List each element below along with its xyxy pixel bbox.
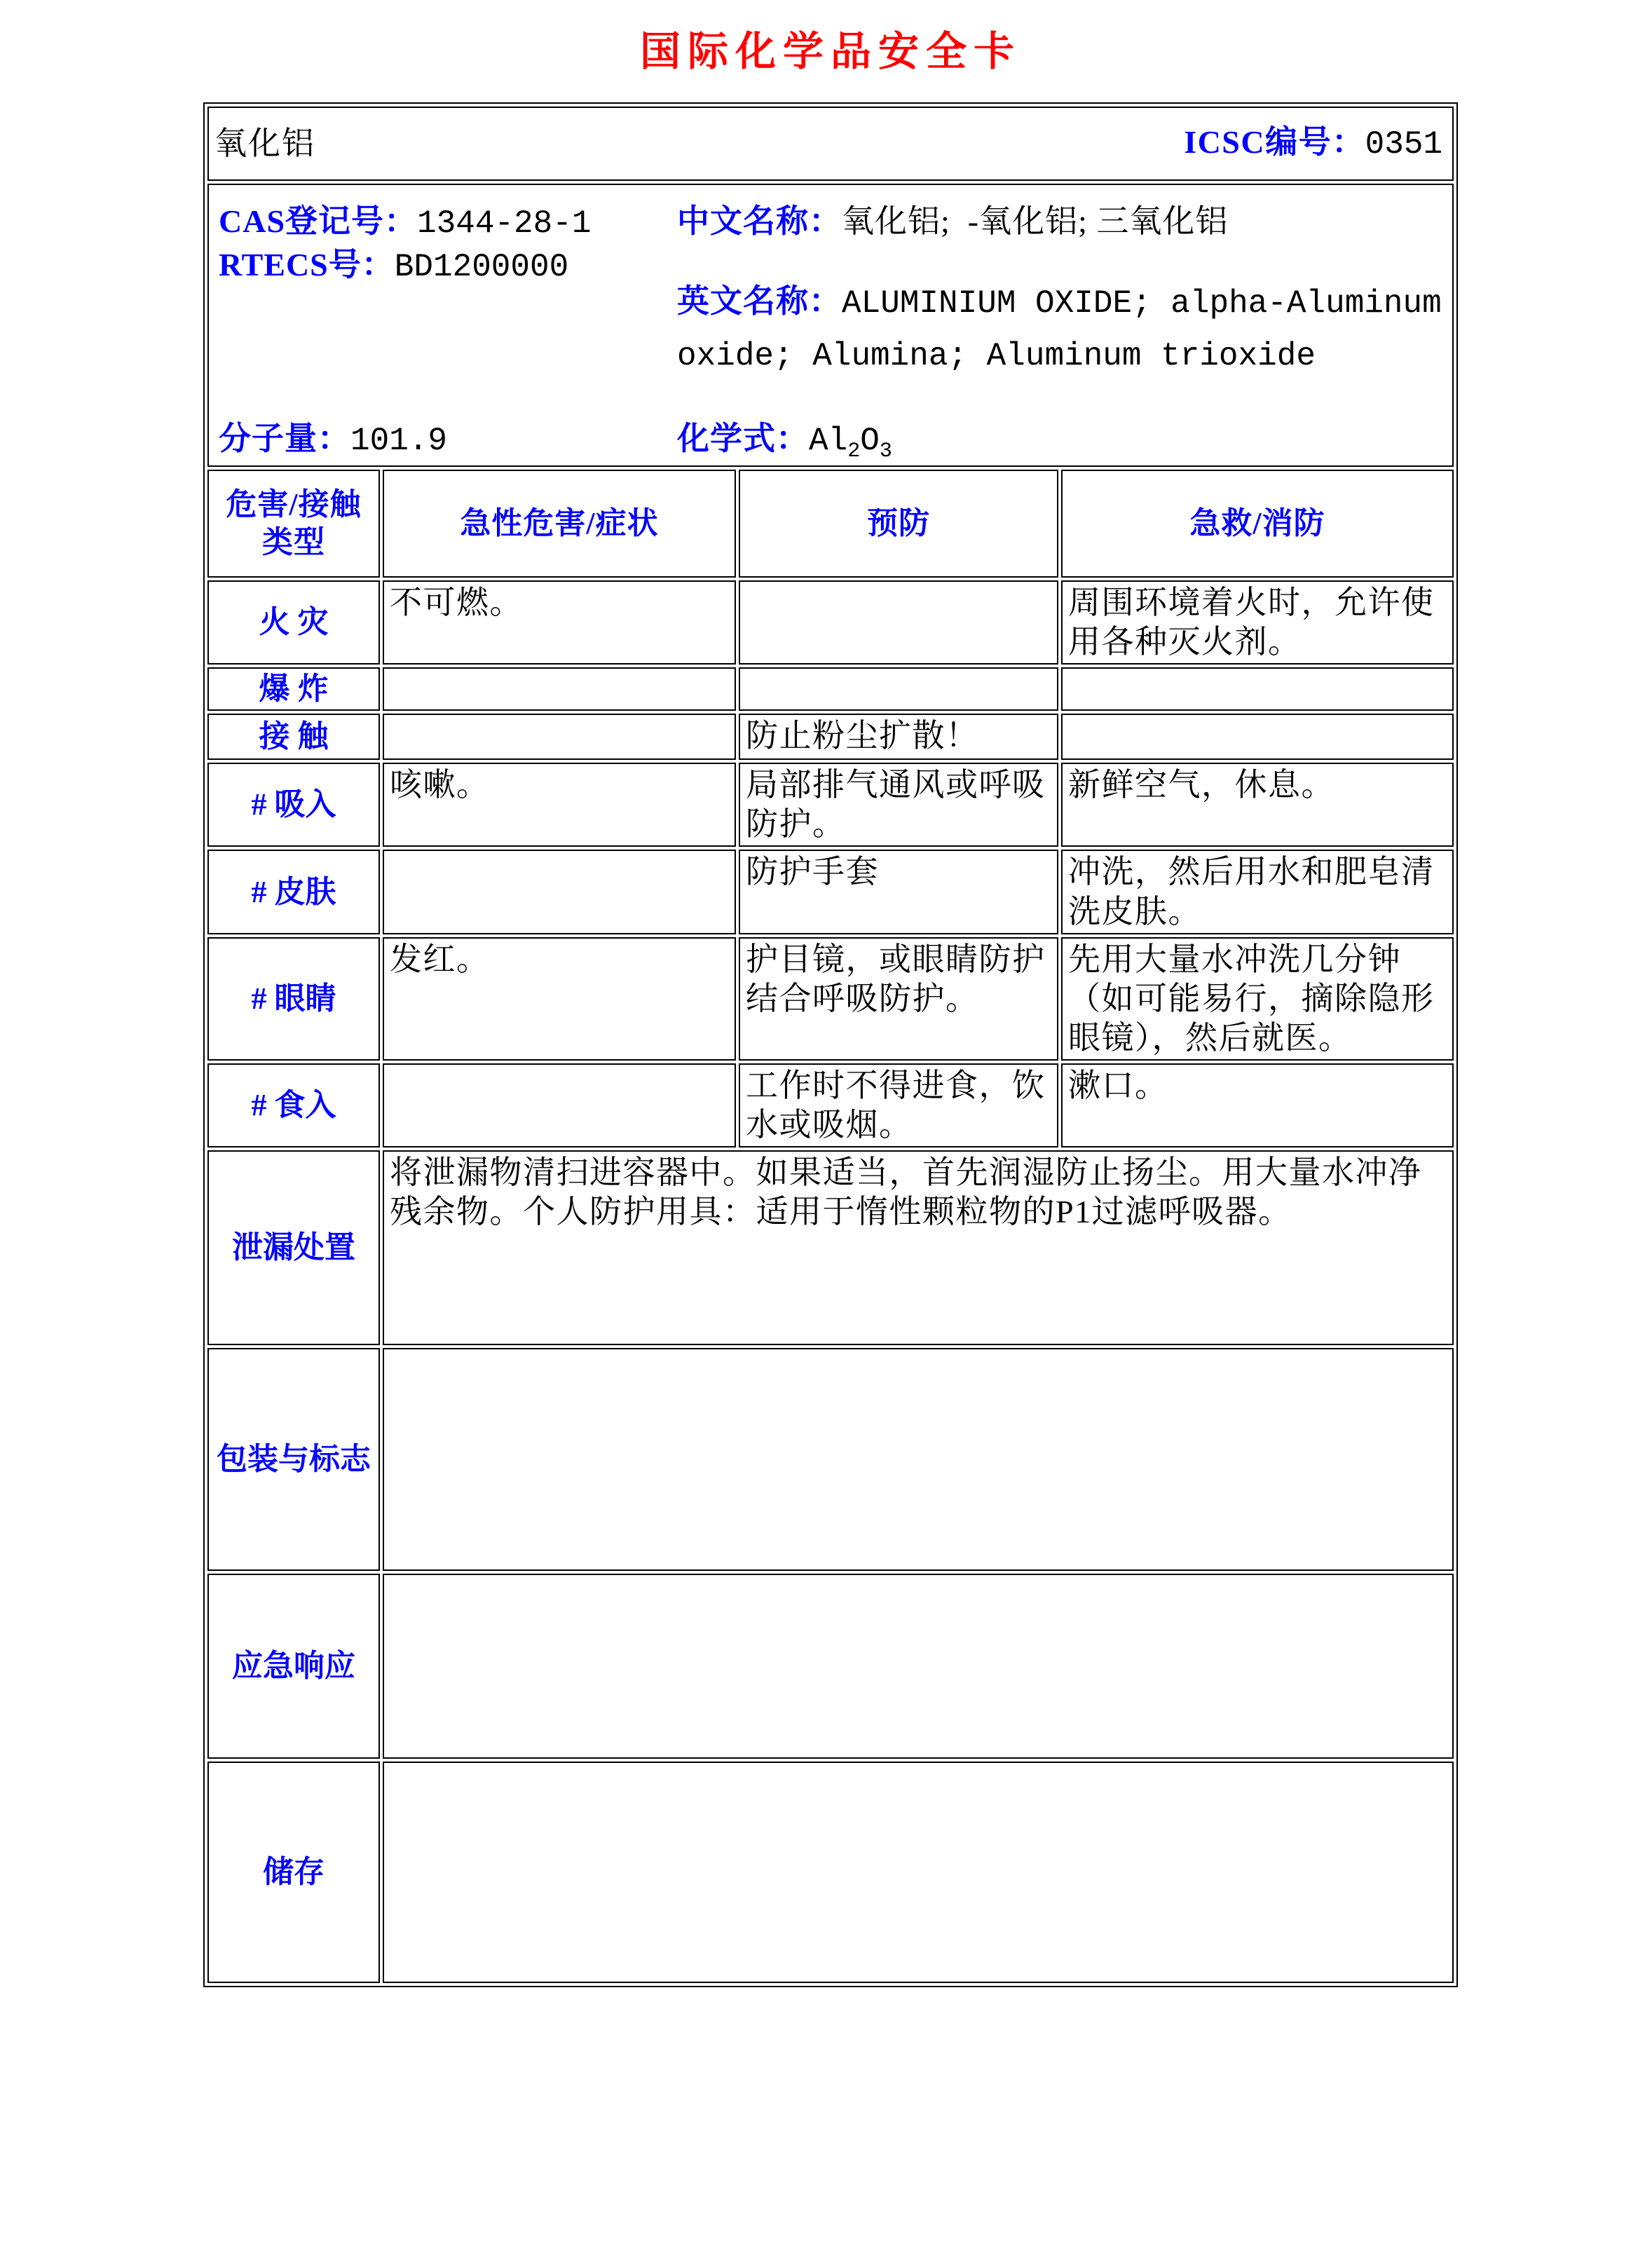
hazard-row-exposure xyxy=(207,714,1454,760)
section-row-packaging xyxy=(207,1348,1454,1571)
symptoms-cell xyxy=(383,1063,736,1147)
icsc-page xyxy=(0,18,1652,1987)
prevention-cell: 工作时不得进食，饮水或吸烟。 xyxy=(739,1063,1058,1147)
row-label-cell: # 皮肤 xyxy=(207,850,380,934)
hazard-row-eyes xyxy=(207,937,1454,1061)
rtecs-number xyxy=(219,245,568,287)
page-title: 国际化学品安全卡 xyxy=(639,27,1021,75)
cas-label: CAS登记号： xyxy=(219,203,418,239)
symptoms-cell: 不可燃。 xyxy=(383,580,736,665)
section-content-cell xyxy=(383,1762,1454,1983)
molecular-weight-value: 101.9 xyxy=(350,423,448,459)
substance-header-row xyxy=(207,107,1454,181)
formula-part: Al xyxy=(809,423,848,459)
formula-subscript: 3 xyxy=(879,440,892,464)
formula-part: O xyxy=(860,423,880,459)
hazard-row-fire xyxy=(207,580,1454,665)
identity-row xyxy=(207,184,1454,467)
english-name-value: ALUMINIUM OXIDE; alpha-Aluminum oxide; Alumina; Aluminum trioxide xyxy=(677,285,1442,375)
symptoms-cell: 咳嗽。 xyxy=(383,763,736,847)
substance-name: 氧化铝 xyxy=(214,125,315,161)
prevention-cell: 防护手套 xyxy=(739,850,1058,934)
section-content-cell xyxy=(383,1348,1454,1571)
chemical-formula-label: 化学式： xyxy=(677,421,809,456)
symptoms-cell xyxy=(383,850,736,934)
firstaid-cell: 漱口。 xyxy=(1061,1063,1454,1147)
row-label-cell: 火 灾 xyxy=(207,580,380,665)
cas-number xyxy=(219,202,591,243)
hazard-header-symptoms: 急性危害/症状 xyxy=(383,470,736,578)
hazard-row-inhalation xyxy=(207,763,1454,847)
row-label-cell: 爆 炸 xyxy=(207,667,380,711)
molecular-weight-label: 分子量： xyxy=(219,421,350,456)
row-label-cell: 接 触 xyxy=(207,714,380,760)
substance-header-cell xyxy=(207,107,1454,181)
prevention-cell xyxy=(739,580,1058,665)
hazard-row-skin xyxy=(207,850,1454,934)
firstaid-cell: 新鲜空气，休息。 xyxy=(1061,763,1454,847)
firstaid-cell xyxy=(1061,714,1454,760)
icsc-card-table xyxy=(203,102,1458,1987)
rtecs-value: BD1200000 xyxy=(394,249,569,285)
hazard-header-type: 危害/接触类型 xyxy=(207,470,380,578)
identity-cell xyxy=(207,184,1454,467)
prevention-cell: 护目镜，或眼睛防护结合呼吸防护。 xyxy=(739,937,1058,1061)
symptoms-cell xyxy=(383,714,736,760)
firstaid-cell: 冲洗，然后用水和肥皂清洗皮肤。 xyxy=(1061,850,1454,934)
section-row-emergency xyxy=(207,1574,1454,1759)
english-name xyxy=(677,276,1455,382)
section-row-storage xyxy=(207,1762,1454,1983)
row-label-cell: # 食入 xyxy=(207,1063,380,1147)
chemical-formula-value xyxy=(809,423,892,464)
chinese-name-label: 中文名称： xyxy=(677,203,842,239)
english-name-label: 英文名称： xyxy=(677,283,842,319)
prevention-cell: 防止粉尘扩散！ xyxy=(739,714,1058,760)
section-content-cell: 将泄漏物清扫进容器中。如果适当，首先润湿防止扬尘。用大量水冲净残余物。个人防护用具：适用于惰性颗粒物的P1过滤呼吸器。 xyxy=(383,1150,1454,1345)
section-row-spillage xyxy=(207,1150,1454,1345)
symptoms-cell xyxy=(383,667,736,711)
firstaid-cell: 先用大量水冲洗几分钟（如可能易行，摘除隐形眼镜），然后就医。 xyxy=(1061,937,1454,1061)
rtecs-label: RTECS号： xyxy=(219,247,395,282)
icsc-number-value: 0351 xyxy=(1365,126,1443,163)
hazard-header-prevention: 预防 xyxy=(739,470,1058,578)
chinese-name-value: 氧化铝; -氧化铝; 三氧化铝 xyxy=(842,203,1229,239)
prevention-cell xyxy=(739,667,1058,711)
firstaid-cell: 周围环境着火时，允许使用各种灭火剂。 xyxy=(1061,580,1454,665)
symptoms-cell: 发红。 xyxy=(383,937,736,1061)
section-content-cell xyxy=(383,1574,1454,1759)
molecular-weight xyxy=(219,419,447,461)
formula-subscript: 2 xyxy=(847,440,861,464)
hazard-header-firstaid: 急救/消防 xyxy=(1061,470,1454,578)
hazard-header-row xyxy=(207,470,1454,578)
chemical-formula xyxy=(677,419,892,464)
section-label-cell: 应急响应 xyxy=(207,1574,380,1759)
hazard-row-explosion xyxy=(207,667,1454,711)
icsc-number-label: ICSC编号： xyxy=(1184,124,1365,161)
row-label-cell: # 吸入 xyxy=(207,763,380,847)
icsc-number xyxy=(1184,123,1447,164)
prevention-cell: 局部排气通风或呼吸防护。 xyxy=(739,763,1058,847)
row-label-cell: # 眼睛 xyxy=(207,937,380,1061)
section-label-cell: 包装与标志 xyxy=(207,1348,380,1571)
firstaid-cell xyxy=(1061,667,1454,711)
section-label-cell: 储存 xyxy=(207,1762,380,1983)
cas-value: 1344-28-1 xyxy=(417,205,592,242)
hazard-row-ingestion xyxy=(207,1063,1454,1147)
section-label-cell: 泄漏处置 xyxy=(207,1150,380,1345)
chinese-name xyxy=(677,202,1455,241)
